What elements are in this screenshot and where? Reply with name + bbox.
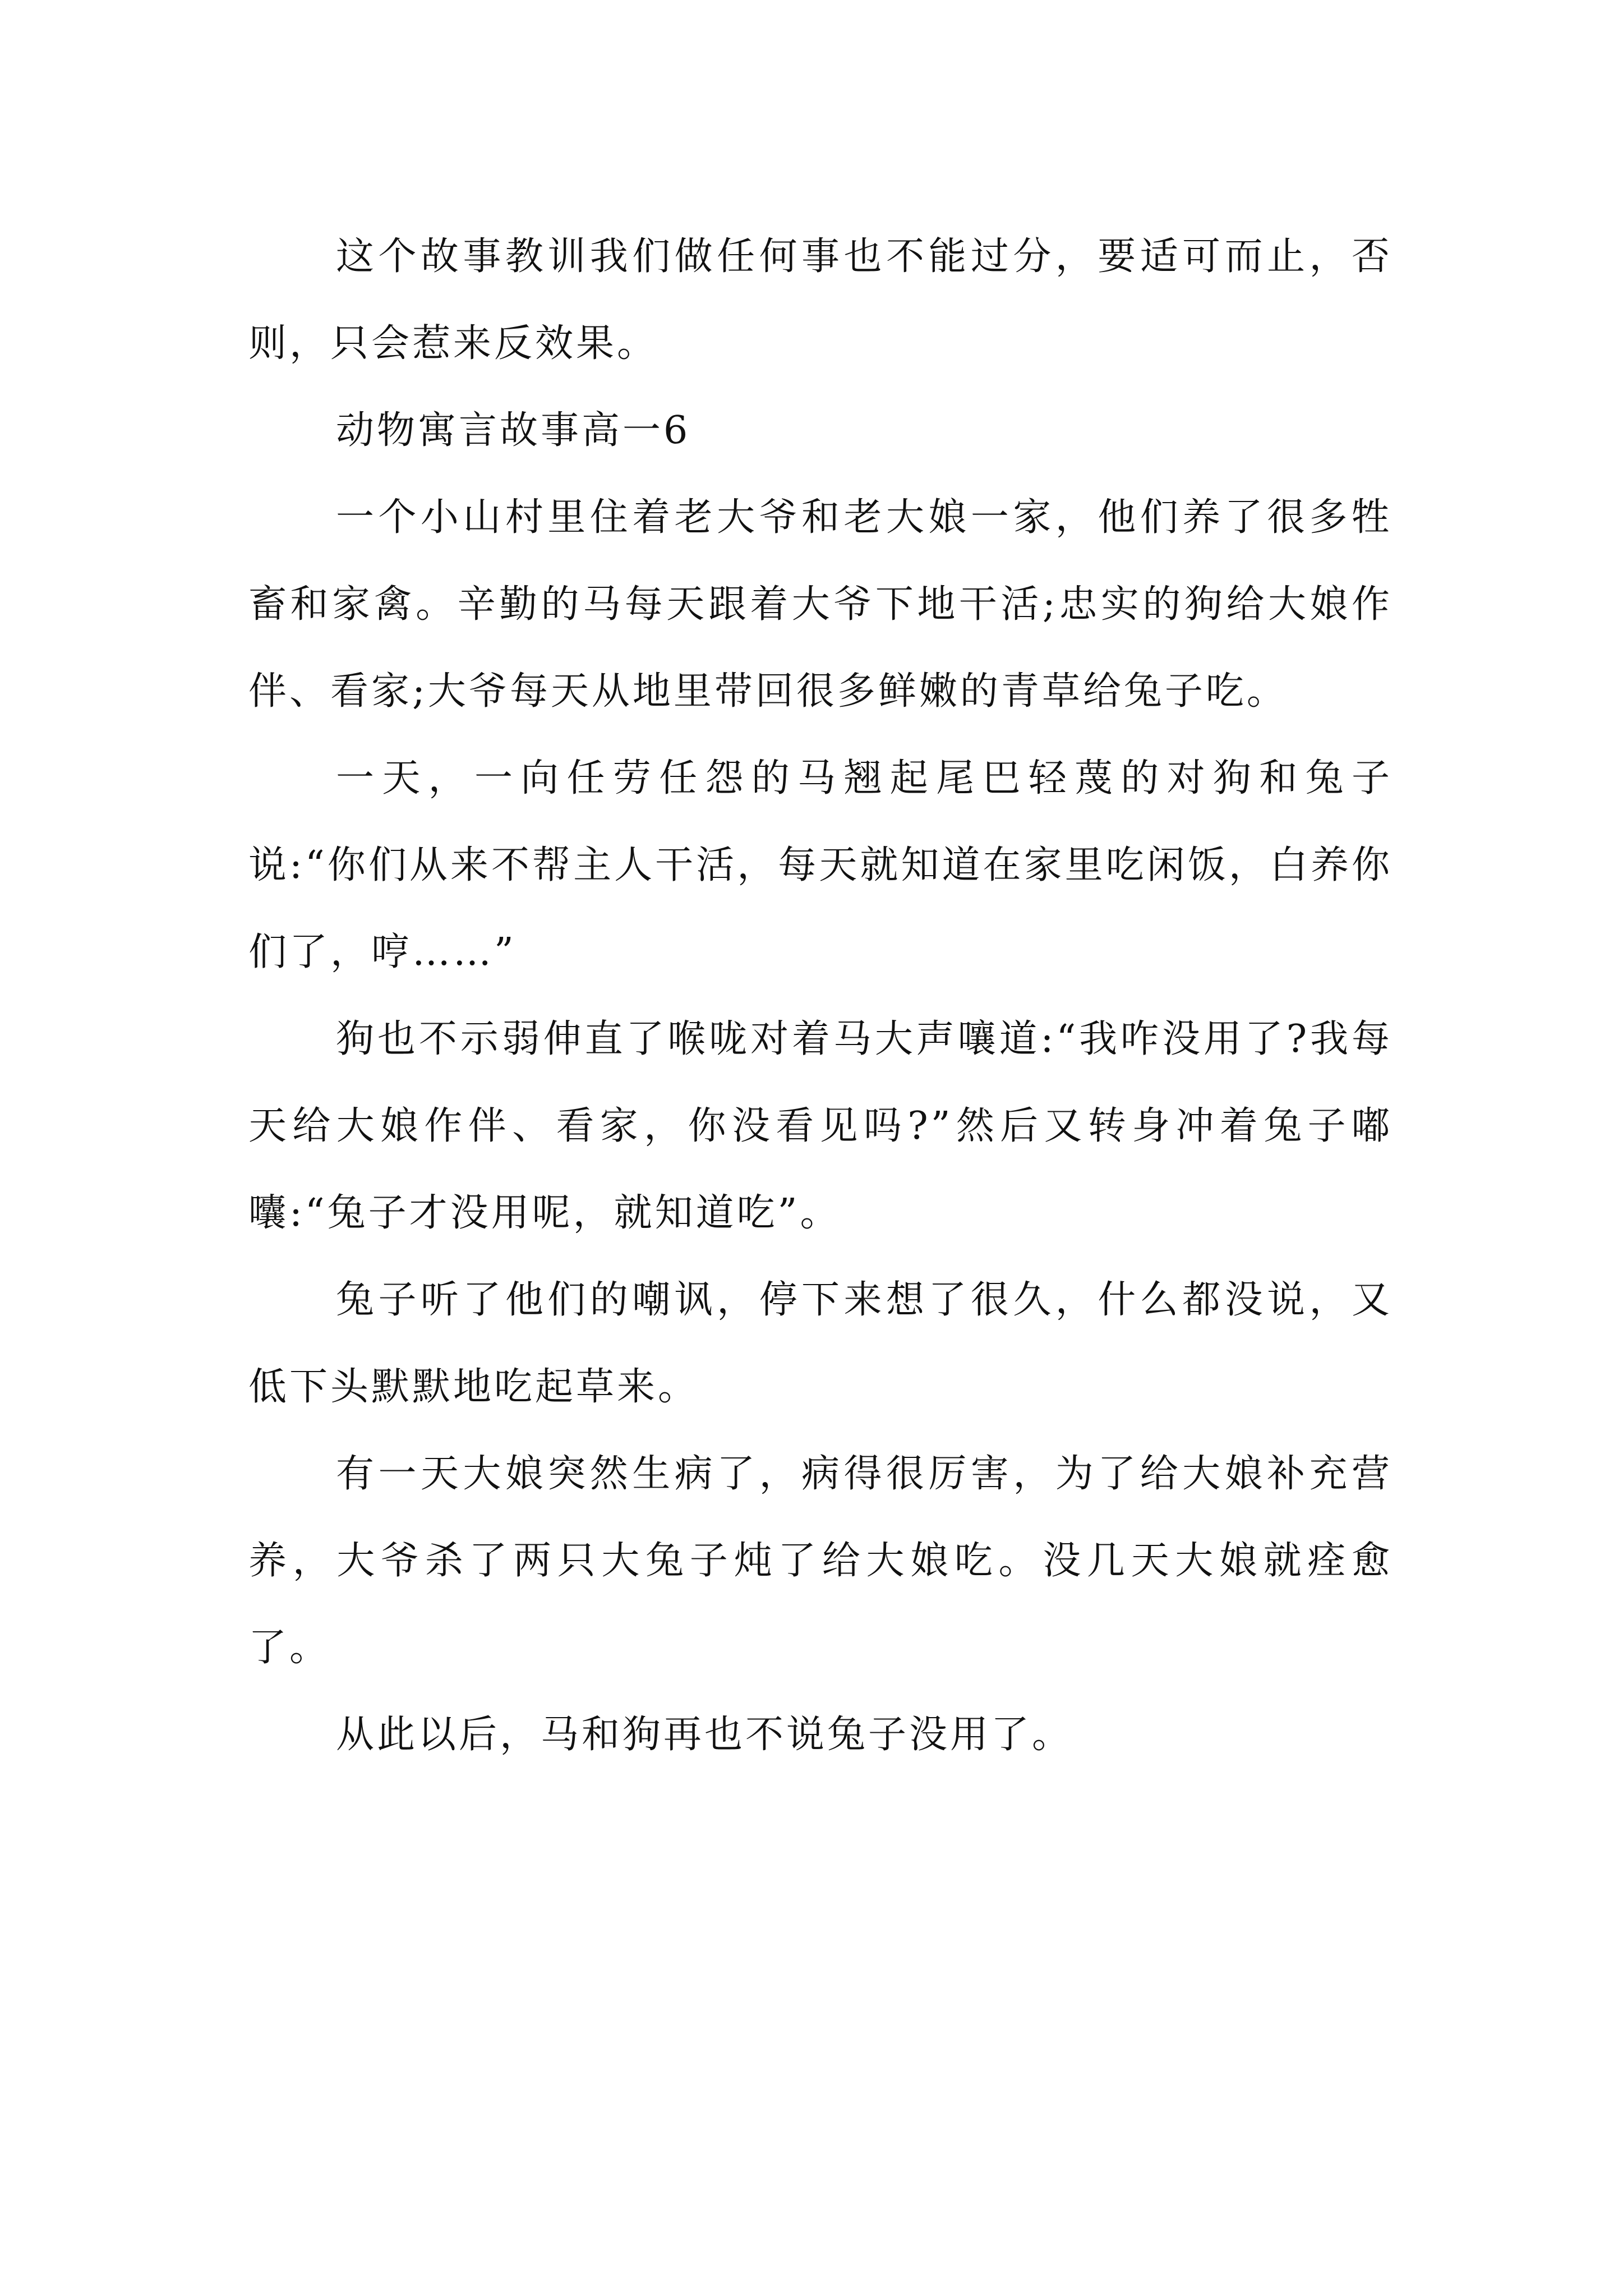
story-heading: 动物寓言故事高一6 xyxy=(336,408,691,453)
paragraph-moral: 这个故事教训我们做任何事也不能过分，要适可而止，否则，只会惹来反效果。 xyxy=(248,234,1393,366)
paragraph-horse-speaks: 一天，一向任劳任怨的马翘起尾巴轻蔑的对狗和兔子说:“你们从来不帮主人干活，每天就知道在家里吃闲饭，白养你们了，哼……” xyxy=(248,756,1393,974)
document-body xyxy=(248,213,1393,1778)
paragraph-rabbit-silent: 兔子听了他们的嘲讽，停下来想了很久，什么都没说，又低下头默默地吃起草来。 xyxy=(248,1278,1393,1409)
paragraph-ending: 从此以后，马和狗再也不说兔子没用了。 xyxy=(336,1713,1073,1757)
paragraph-intro: 一个小山村里住着老大爷和老大娘一家，他们养了很多牲畜和家禽。辛勤的马每天跟着大爷下地干活;忠实的狗给大娘作伴、看家;大爷每天从地里带回很多鲜嫩的青草给兔子吃。 xyxy=(248,495,1393,714)
paragraph-grandma-sick: 有一天大娘突然生病了，病得很厉害，为了给大娘补充营养，大爷杀了两只大兔子炖了给大娘吃。没几天大娘就痊愈了。 xyxy=(248,1452,1393,1670)
paragraph-dog-speaks: 狗也不示弱伸直了喉咙对着马大声嚷道:“我咋没用了?我每天给大娘作伴、看家，你没看见吗?”然后又转身冲着兔子嘟囔:“兔子才没用呢，就知道吃”。 xyxy=(248,1017,1393,1235)
